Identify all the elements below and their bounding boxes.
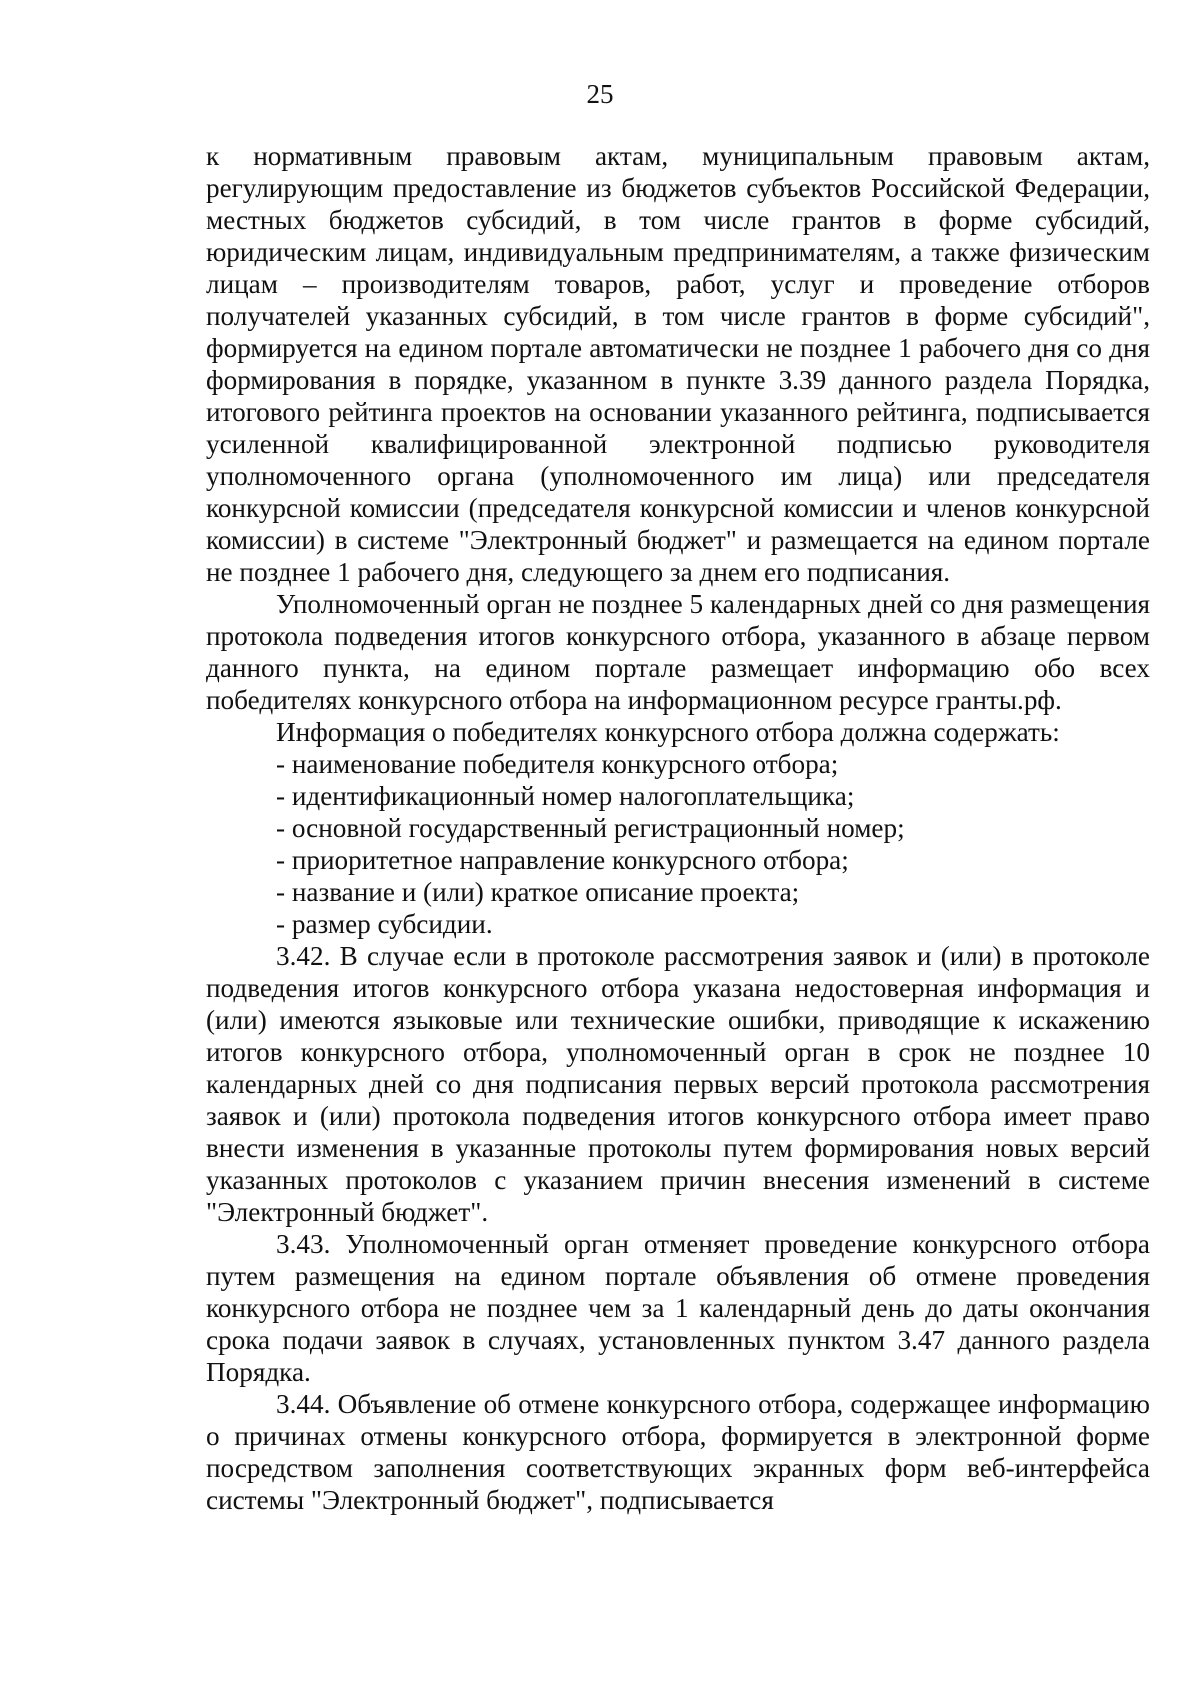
list-item: - размер субсидии.: [276, 909, 493, 939]
list-item: - идентификационный номер налогоплательщика;: [276, 781, 855, 811]
paragraph-3-42: 3.42. В случае если в протоколе рассмотрения заявок и (или) в протоколе подведения итогов конкурсного отбора указана недостоверная информация и (или) имеются языковые или технические ошибки, приводящие к искажению итогов конкурсного отбора, уполномоченный орган в срок не позднее 10 календарных дней со дня подписания первых версий протокола рассмотрения заявок и (или) протокола подведения итогов конкурсного отбора имеет право внести изменения в указанные протоколы путем формирования новых версий указанных протоколов с указанием причин внесения изменений в системе "Электронный бюджет".: [206, 941, 1150, 1227]
list-item: - приоритетное направление конкурсного отбора;: [276, 845, 849, 875]
paragraph-info-contents: Информация о победителях конкурсного отбора должна содержать:: [276, 717, 1060, 747]
paragraph-winners-info: Уполномоченный орган не позднее 5 календарных дней со дня размещения протокола подведения итогов конкурсного отбора, указанного в абзаце первом данного пункта, на едином портале размещает информацию обо всех победителях конкурсного отбора на информационном ресурсе гранты.рф.: [206, 589, 1150, 715]
list-item: - основной государственный регистрационный номер;: [276, 813, 905, 843]
list-item: - название и (или) краткое описание проекта;: [276, 877, 800, 907]
paragraph-continuation: к нормативным правовым актам, муниципальным правовым актам, регулирующим предоставление из бюджетов субъектов Российской Федерации, местных бюджетов субсидий, в том числе грантов в форме субсидий, юридическим лицам, индивидуальным предпринимателям, а также физическим лицам – производителям товаров, работ, услуг и проведение отборов получателей указанных субсидий, в том числе грантов в форме субсидий", формируется на едином портале автоматически не позднее 1 рабочего дня со дня формирования в порядке, указанном в пункте 3.39 данного раздела Порядка, итогового рейтинга проектов на основании указанного рейтинга, подписывается усиленной квалифицированной электронной подписью руководителя уполномоченного органа (уполномоченного им лица) или председателя конкурсной комиссии (председателя конкурсной комиссии и членов конкурсной комиссии) в системе "Электронный бюджет" и размещается на едином портале не позднее 1 рабочего дня, следующего за днем его подписания.: [206, 141, 1150, 587]
document-body: [206, 140, 1150, 1516]
page-number: 25: [586, 79, 614, 109]
paragraph-3-44: 3.44. Объявление об отмене конкурсного отбора, содержащее информацию о причинах отмены конкурсного отбора, формируется в электронной форме посредством заполнения соответствующих экранных форм веб-интерфейса системы "Электронный бюджет", подписывается: [206, 1389, 1150, 1515]
paragraph-3-43: 3.43. Уполномоченный орган отменяет проведение конкурсного отбора путем размещения на едином портале объявления об отмене проведения конкурсного отбора не позднее чем за 1 календарный день до даты окончания срока подачи заявок в случаях, установленных пунктом 3.47 данного раздела Порядка.: [206, 1229, 1150, 1387]
list-item: - наименование победителя конкурсного отбора;: [276, 749, 839, 779]
